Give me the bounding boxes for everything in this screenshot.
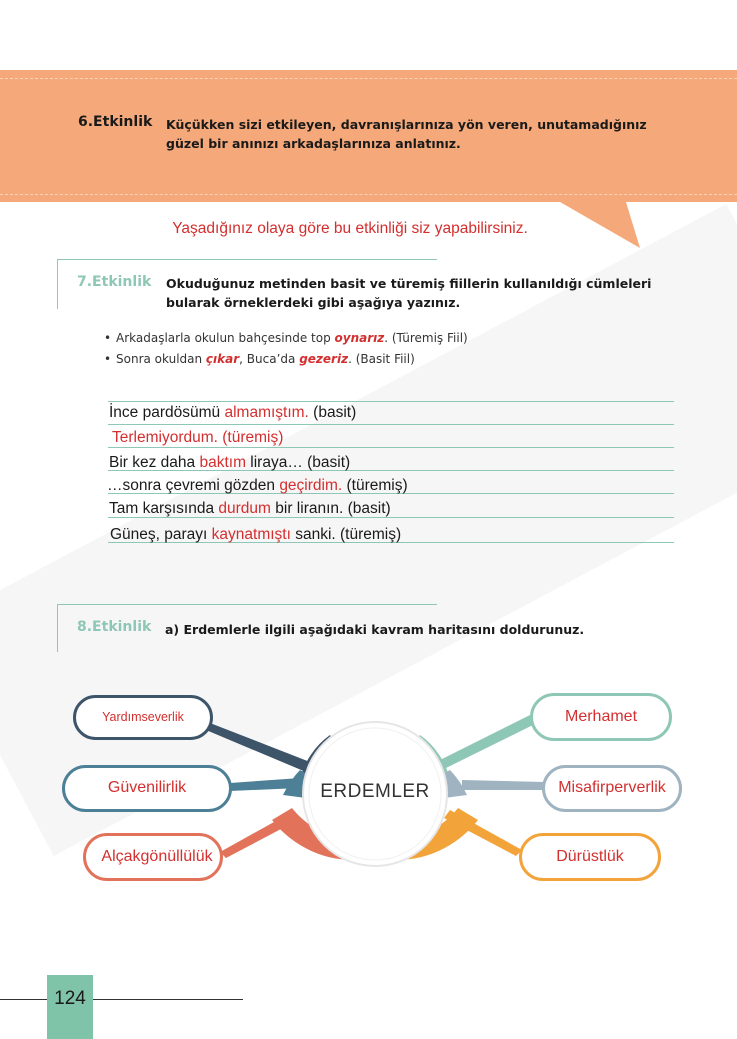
activity6-number: 6.Etkinlik <box>78 114 153 130</box>
writing-line <box>108 424 674 425</box>
example-verb: gezeriz <box>299 352 349 366</box>
footer-rule <box>0 999 47 1000</box>
connector-left-1 <box>206 723 310 772</box>
answer-line: Tam karşısında durdum bir liranın. (basit) <box>109 500 391 517</box>
concept-pill: Dürüstlük <box>519 833 661 881</box>
activity8-header-line <box>57 604 58 652</box>
answer-line: Bir kez daha baktım liraya… (basit) <box>109 454 351 471</box>
page-number: 124 <box>54 988 86 1009</box>
example-verb: çıkar <box>205 352 240 366</box>
concept-pill: Güvenilirlik <box>62 765 232 812</box>
connector-right-2 <box>462 780 545 790</box>
concept-pill: Misafirperverlik <box>542 765 682 812</box>
answer-line: Terlemiyordum. (türemiş) <box>112 429 284 446</box>
teacher-note: Yaşadığınız olaya göre bu etkinliği siz yapabilirsiniz. <box>172 220 528 237</box>
banner-dashed-line <box>0 78 737 79</box>
activity8-header-line <box>57 604 437 605</box>
activity8-number: 8.Etkinlik <box>77 619 152 635</box>
answer-line: Güneş, parayı kaynatmıştı sanki. (türemiş) <box>110 526 402 543</box>
activity7-header-line <box>57 259 58 309</box>
example-verb: oynarız <box>334 331 385 345</box>
writing-line <box>108 447 674 448</box>
concept-pill: Alçakgönüllülük <box>83 833 223 881</box>
concept-map-center: ERDEMLER <box>320 781 430 802</box>
activity7-instruction: Okuduğunuz metinden basit ve türemiş fiillerin kullanıldığı cümleleri bularak örneklerdeki gibi aşağıya yazınız. <box>166 276 652 310</box>
banner-dashed-line <box>0 194 737 195</box>
activity6-instruction: Küçükken sizi etkileyen, davranışlarınıza yön veren, unutamadığınız güzel bir anınızı arkadaşlarınıza anlatınız. <box>166 117 647 151</box>
connector-right-1 <box>440 715 535 768</box>
concept-pill: Yardımseverlik <box>73 695 213 740</box>
activity7-header-line <box>57 259 437 260</box>
activity8-instruction: a) Erdemlerle ilgili aşağıdaki kavram haritasını doldurunuz. <box>165 622 585 637</box>
answer-line: İnce pardösümü almamıştım. (basit) <box>109 404 357 421</box>
footer-rule <box>93 999 243 1000</box>
writing-line <box>108 401 674 402</box>
concept-pill: Merhamet <box>530 693 672 741</box>
example-item: • Sonra okuldan çıkar, Buca’da gezeriz. (Basit Fiil) <box>104 352 415 366</box>
answer-line: …sonra çevremi gözden geçirdim. (türemiş) <box>107 477 408 494</box>
example-item: • Arkadaşlarla okulun bahçesinde top oynarız. (Türemiş Fiil) <box>104 331 468 345</box>
activity7-number: 7.Etkinlik <box>77 274 152 290</box>
